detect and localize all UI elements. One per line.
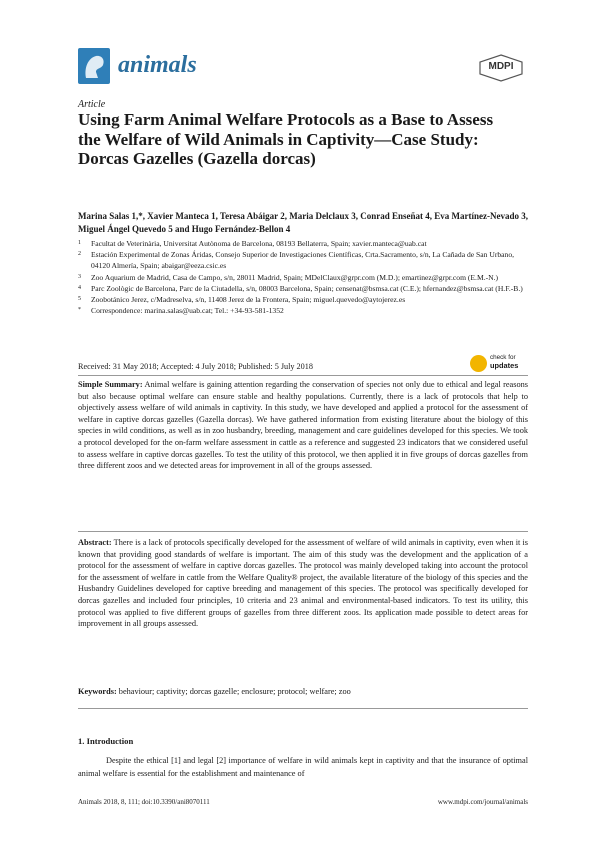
correspondence-item	[78, 305, 528, 316]
author-list: Marina Salas 1,*, Xavier Manteca 1, Teresa Abáigar 2, Maria Delclaux 3, Conrad Enseñat 4, Eva Martínez-Nevado 3, Miguel Ángel Quevedo 5 and Hugo Fernández-Bellon 4	[78, 211, 528, 234]
keywords	[78, 686, 528, 698]
journal-name[interactable]: animals	[118, 52, 197, 78]
section-heading: 1. Introduction	[78, 736, 134, 746]
simple-summary	[78, 379, 528, 472]
publisher-label: MDPI	[488, 61, 514, 72]
footer-citation: Animals 2018, 8, 111; doi:10.3390/ani8070111	[78, 798, 210, 806]
correspondence-text: Correspondence: marina.salas@uab.cat; Tel.: +34-93-581-1352	[91, 306, 284, 316]
divider	[78, 375, 528, 376]
divider	[78, 708, 528, 709]
article-type: Article	[78, 99, 106, 110]
affiliation-number: *	[78, 307, 81, 314]
mdpi-logo-icon[interactable]	[478, 54, 524, 82]
simple-summary-text: Animal welfare is gaining attention regarding the conservation of species not only due to ethical and legal reasons but also because optimal welfare can ensure stable and healthy populations. Currently, there is a lack of protocols that help to objectively assess welfare of wild animals in captivity. In this study, we have developed and applied a protocol for the assessment of welfare in captive dorcas gazelles (Gazella dorcas). We have gathered information from existing literature about the biology of this species in wild conditions, as well as in zoo husbandry, breeding, management and care guidelines developed for this species. We took a protocol developed for the on-farm welfare assessment in cattle as a reference and suggested 23 indicators that we considered useful to assess welfare in captive dorcas gazelles. To test the utility of this protocol, we then applied it in five groups of dorcas gazelles from three different zoos and we detected areas for improvement in all of the groups assessed.	[78, 380, 528, 471]
affiliation-text: Estación Experimental de Zonas Áridas, Consejo Superior de Investigaciones Científicas, Crta.Sacramento, s/n, La Cañada de San Urbano, 04120 Almería, Spain; abaigar@eeza.csic.es	[91, 250, 515, 271]
affiliation-item	[78, 294, 528, 305]
check-updates-line2: updates	[490, 361, 519, 370]
affiliations-list	[78, 238, 528, 316]
paper-title: Using Farm Animal Welfare Protocols as a Base to Assess the Welfare of Wild Animals in Captivity—Case Study: Dorcas Gazelles (Gazella dorcas)	[78, 110, 494, 168]
abstract-text: There is a lack of protocols specifically developed for the assessment of welfare of wild animals in captivity, even when it is known that providing good standards of welfare is important. The aim of this study was the development and the application of a protocol for the assessment of welfare in captive dorcas gazelles. The protocol was mainly developed taking into account the protocol for the assessment of welfare in cattle from the Welfare Quality® project, the available literature of the biology of this species and the Husbandry Guidelines developed for captive breeding and management of this species. The protocol was specifically developed for dorcas gazelles and included four principles, 10 criteria and 23 animal and environmental-based indicators. To test its utility, this protocol was applied to five different groups of gazelles from three different zoos. Its application made possible to detect areas for improvement in all groups assessed.	[78, 538, 528, 629]
affiliation-item	[78, 283, 528, 294]
publication-dates: Received: 31 May 2018; Accepted: 4 July 2018; Published: 5 July 2018	[78, 362, 313, 371]
affiliation-text: Facultat de Veterinària, Universitat Autònoma de Barcelona, 08193 Bellaterra, Spain; xavier.manteca@uab.cat	[91, 239, 427, 248]
affiliation-item	[78, 238, 528, 249]
divider	[78, 531, 528, 532]
affiliation-text: Zoobotánico Jerez, c/Madreselva, s/n, 11408 Jerez de la Frontera, Spain; miguel.quevedo@aytojerez.es	[91, 295, 406, 305]
affiliation-number: 4	[78, 284, 81, 291]
check-updates-text	[490, 354, 518, 371]
check-updates-line1: check for	[490, 354, 516, 361]
abstract	[78, 537, 528, 630]
simple-summary-label: Simple Summary:	[78, 380, 143, 389]
introduction-text: Despite the ethical [1] and legal [2] importance of welfare in wild animals kept in captivity and that the insurance of optimal animal welfare is essential for the establishment and maintenance of	[78, 756, 528, 779]
footer-url[interactable]: www.mdpi.com/journal/animals	[437, 798, 528, 806]
affiliation-number: 1	[78, 240, 81, 246]
affiliation-item	[78, 272, 528, 283]
affiliation-text: Parc Zoològic de Barcelona, Parc de la Ciutadella, s/n, 08003 Barcelona, Spain; censenat@bsmsa.cat (C.E.); hfernandez@bsmsa.cat (H.F.-B.)	[91, 283, 523, 293]
keywords-text: behaviour; captivity; dorcas gazelle; enclosure; protocol; welfare; zoo	[118, 687, 351, 696]
abstract-label: Abstract:	[78, 538, 112, 547]
affiliation-number: 3	[78, 273, 81, 280]
affiliation-item	[78, 249, 528, 271]
check-updates-icon	[470, 355, 487, 372]
keywords-label: Keywords:	[78, 687, 117, 696]
journal-logo-icon	[78, 48, 110, 84]
check-for-updates-button[interactable]	[470, 354, 526, 374]
affiliation-number: 2	[78, 251, 81, 258]
affiliation-number: 5	[78, 296, 81, 303]
affiliation-text: Zoo Aquarium de Madrid, Casa de Campo, s/n, 28011 Madrid, Spain; MDelClaux@grpr.com (M.D.); emartinez@grpr.com (E.M.-N.)	[91, 272, 499, 282]
